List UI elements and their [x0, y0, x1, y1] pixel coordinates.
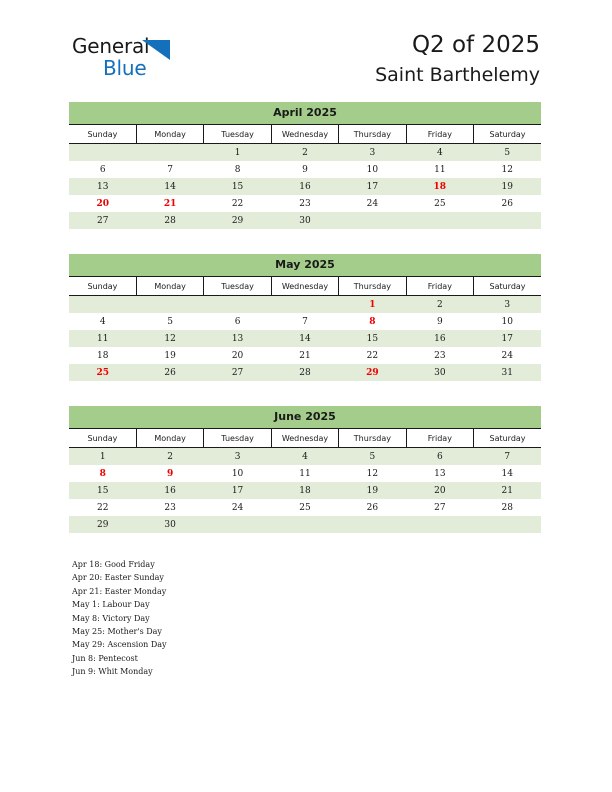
- day-cell-empty: [136, 144, 203, 162]
- weekday-header-monday: Monday: [136, 429, 203, 448]
- weekday-header-row: [69, 277, 541, 296]
- month-block: [69, 406, 541, 533]
- day-cell-holiday[interactable]: 1: [339, 296, 406, 314]
- weekday-header-tuesday: Tuesday: [204, 125, 271, 144]
- weekday-header-wednesday: Wednesday: [271, 429, 338, 448]
- day-cell[interactable]: 5: [339, 448, 406, 466]
- day-cell[interactable]: 12: [136, 330, 203, 347]
- day-cell-holiday[interactable]: 20: [69, 195, 136, 212]
- day-cell[interactable]: 27: [69, 212, 136, 229]
- weekday-header-friday: Friday: [406, 125, 473, 144]
- day-cell[interactable]: 5: [136, 313, 203, 330]
- day-cell-empty: [136, 296, 203, 314]
- weekday-header-sunday: Sunday: [69, 125, 136, 144]
- day-cell[interactable]: 29: [69, 516, 136, 533]
- day-cell[interactable]: 1: [204, 144, 271, 162]
- day-cell[interactable]: 24: [474, 347, 541, 364]
- day-cell[interactable]: 4: [69, 313, 136, 330]
- weekday-header-row: [69, 125, 541, 144]
- month-grid: [69, 428, 541, 533]
- day-cell[interactable]: 19: [136, 347, 203, 364]
- week-row: [69, 448, 541, 466]
- day-cell[interactable]: 28: [474, 499, 541, 516]
- week-row: [69, 296, 541, 314]
- day-cell[interactable]: 24: [204, 499, 271, 516]
- holiday-list-item: Jun 9: Whit Monday: [72, 667, 153, 677]
- day-cell[interactable]: 30: [271, 212, 338, 229]
- week-row: [69, 465, 541, 482]
- day-cell[interactable]: 21: [271, 347, 338, 364]
- day-cell[interactable]: 11: [69, 330, 136, 347]
- day-cell[interactable]: 28: [271, 364, 338, 381]
- day-cell[interactable]: 10: [474, 313, 541, 330]
- day-cell[interactable]: 23: [406, 347, 473, 364]
- weekday-header-saturday: Saturday: [474, 429, 541, 448]
- day-cell[interactable]: 15: [204, 178, 271, 195]
- weekday-header-thursday: Thursday: [339, 429, 406, 448]
- week-row: [69, 313, 541, 330]
- day-cell[interactable]: 15: [339, 330, 406, 347]
- week-row: [69, 347, 541, 364]
- day-cell[interactable]: 24: [339, 195, 406, 212]
- week-row: [69, 330, 541, 347]
- week-row: [69, 195, 541, 212]
- day-cell[interactable]: 2: [271, 144, 338, 162]
- day-cell[interactable]: 8: [204, 161, 271, 178]
- day-cell[interactable]: 15: [69, 482, 136, 499]
- day-cell-empty: [474, 212, 541, 229]
- day-cell[interactable]: 2: [136, 448, 203, 466]
- day-cell[interactable]: 19: [339, 482, 406, 499]
- day-cell[interactable]: 29: [204, 212, 271, 229]
- day-cell[interactable]: 17: [204, 482, 271, 499]
- week-row: [69, 212, 541, 229]
- day-cell[interactable]: 31: [474, 364, 541, 381]
- day-cell[interactable]: 9: [271, 161, 338, 178]
- day-cell[interactable]: 14: [136, 178, 203, 195]
- day-cell[interactable]: 19: [474, 178, 541, 195]
- month-title: April 2025: [69, 102, 541, 124]
- holiday-list-item: May 1: Labour Day: [72, 600, 150, 610]
- day-cell-empty: [406, 212, 473, 229]
- day-cell-empty: [474, 516, 541, 533]
- brand-name-general: General: [72, 34, 150, 58]
- calendar-months: [69, 102, 541, 558]
- day-cell[interactable]: 25: [406, 195, 473, 212]
- day-cell[interactable]: 18: [271, 482, 338, 499]
- day-cell[interactable]: 5: [474, 144, 541, 162]
- day-cell-empty: [204, 296, 271, 314]
- day-cell[interactable]: 12: [474, 161, 541, 178]
- day-cell[interactable]: 17: [339, 178, 406, 195]
- day-cell-holiday[interactable]: 21: [136, 195, 203, 212]
- holiday-list-item: May 29: Ascension Day: [72, 640, 167, 650]
- month-block: [69, 254, 541, 381]
- holiday-list-item: May 8: Victory Day: [72, 613, 150, 623]
- weekday-header-friday: Friday: [406, 277, 473, 296]
- holiday-list-item: Apr 20: Easter Sunday: [72, 573, 164, 583]
- day-cell-holiday[interactable]: 25: [69, 364, 136, 381]
- day-cell[interactable]: 26: [474, 195, 541, 212]
- holiday-legend-list: [72, 558, 372, 679]
- day-cell-empty: [406, 516, 473, 533]
- weekday-header-thursday: Thursday: [339, 277, 406, 296]
- page-title: Q2 of 2025: [411, 32, 540, 58]
- day-cell[interactable]: 23: [136, 499, 203, 516]
- page-subtitle-location: Saint Barthelemy: [375, 64, 540, 86]
- day-cell[interactable]: 3: [474, 296, 541, 314]
- week-row: [69, 161, 541, 178]
- day-cell-holiday[interactable]: 8: [339, 313, 406, 330]
- day-cell[interactable]: 4: [271, 448, 338, 466]
- week-row: [69, 364, 541, 381]
- day-cell[interactable]: 27: [406, 499, 473, 516]
- holiday-list-item: Jun 8: Pentecost: [72, 653, 138, 663]
- day-cell-holiday[interactable]: 18: [406, 178, 473, 195]
- title-block: [210, 30, 540, 88]
- day-cell[interactable]: 10: [339, 161, 406, 178]
- brand-name-blue: Blue: [103, 56, 147, 80]
- day-cell-empty: [69, 144, 136, 162]
- day-cell[interactable]: 30: [406, 364, 473, 381]
- day-cell[interactable]: 1: [69, 448, 136, 466]
- day-cell[interactable]: 11: [406, 161, 473, 178]
- day-cell[interactable]: 16: [406, 330, 473, 347]
- weekday-header-wednesday: Wednesday: [271, 125, 338, 144]
- holiday-list-item: May 25: Mother's Day: [72, 627, 162, 637]
- month-grid: [69, 276, 541, 381]
- day-cell[interactable]: 16: [271, 178, 338, 195]
- week-row: [69, 144, 541, 162]
- day-cell[interactable]: 7: [474, 448, 541, 466]
- day-cell[interactable]: 20: [406, 482, 473, 499]
- day-cell-empty: [69, 296, 136, 314]
- day-cell[interactable]: 6: [406, 448, 473, 466]
- page-header: [0, 0, 612, 100]
- day-cell[interactable]: 2: [406, 296, 473, 314]
- day-cell-holiday[interactable]: 29: [339, 364, 406, 381]
- day-cell[interactable]: 11: [271, 465, 338, 482]
- day-cell[interactable]: 22: [204, 195, 271, 212]
- day-cell[interactable]: 13: [69, 178, 136, 195]
- weekday-header-row: [69, 429, 541, 448]
- day-cell[interactable]: 26: [339, 499, 406, 516]
- day-cell[interactable]: 18: [69, 347, 136, 364]
- day-cell[interactable]: 14: [271, 330, 338, 347]
- day-cell[interactable]: 3: [204, 448, 271, 466]
- day-cell-holiday[interactable]: 8: [69, 465, 136, 482]
- day-cell-empty: [271, 516, 338, 533]
- day-cell[interactable]: 25: [271, 499, 338, 516]
- holiday-list-item: Apr 18: Good Friday: [72, 560, 155, 569]
- day-cell[interactable]: 7: [271, 313, 338, 330]
- week-row: [69, 178, 541, 195]
- day-cell-empty: [339, 212, 406, 229]
- month-title: June 2025: [69, 406, 541, 428]
- weekday-header-tuesday: Tuesday: [204, 429, 271, 448]
- weekday-header-tuesday: Tuesday: [204, 277, 271, 296]
- month-block: [69, 102, 541, 229]
- day-cell[interactable]: 3: [339, 144, 406, 162]
- day-cell[interactable]: 13: [204, 330, 271, 347]
- day-cell[interactable]: 7: [136, 161, 203, 178]
- day-cell-holiday[interactable]: 9: [136, 465, 203, 482]
- day-cell[interactable]: 23: [271, 195, 338, 212]
- holiday-list-item: Apr 21: Easter Monday: [72, 586, 167, 596]
- weekday-header-saturday: Saturday: [474, 277, 541, 296]
- weekday-header-saturday: Saturday: [474, 125, 541, 144]
- day-cell[interactable]: 6: [69, 161, 136, 178]
- day-cell[interactable]: 27: [204, 364, 271, 381]
- day-cell[interactable]: 17: [474, 330, 541, 347]
- weekday-header-wednesday: Wednesday: [271, 277, 338, 296]
- day-cell[interactable]: 28: [136, 212, 203, 229]
- day-cell[interactable]: 20: [204, 347, 271, 364]
- day-cell[interactable]: 16: [136, 482, 203, 499]
- weekday-header-monday: Monday: [136, 277, 203, 296]
- day-cell[interactable]: 4: [406, 144, 473, 162]
- day-cell[interactable]: 12: [339, 465, 406, 482]
- weekday-header-monday: Monday: [136, 125, 203, 144]
- week-row: [69, 516, 541, 533]
- weekday-header-friday: Friday: [406, 429, 473, 448]
- day-cell-empty: [339, 516, 406, 533]
- week-row: [69, 499, 541, 516]
- day-cell[interactable]: 22: [69, 499, 136, 516]
- day-cell[interactable]: 10: [204, 465, 271, 482]
- weekday-header-thursday: Thursday: [339, 125, 406, 144]
- day-cell[interactable]: 22: [339, 347, 406, 364]
- weekday-header-sunday: Sunday: [69, 277, 136, 296]
- month-grid: [69, 124, 541, 229]
- day-cell[interactable]: 9: [406, 313, 473, 330]
- day-cell[interactable]: 13: [406, 465, 473, 482]
- day-cell[interactable]: 14: [474, 465, 541, 482]
- weekday-header-sunday: Sunday: [69, 429, 136, 448]
- day-cell-empty: [271, 296, 338, 314]
- week-row: [69, 482, 541, 499]
- month-title: May 2025: [69, 254, 541, 276]
- day-cell-empty: [204, 516, 271, 533]
- day-cell[interactable]: 6: [204, 313, 271, 330]
- day-cell[interactable]: 26: [136, 364, 203, 381]
- day-cell[interactable]: 21: [474, 482, 541, 499]
- day-cell[interactable]: 30: [136, 516, 203, 533]
